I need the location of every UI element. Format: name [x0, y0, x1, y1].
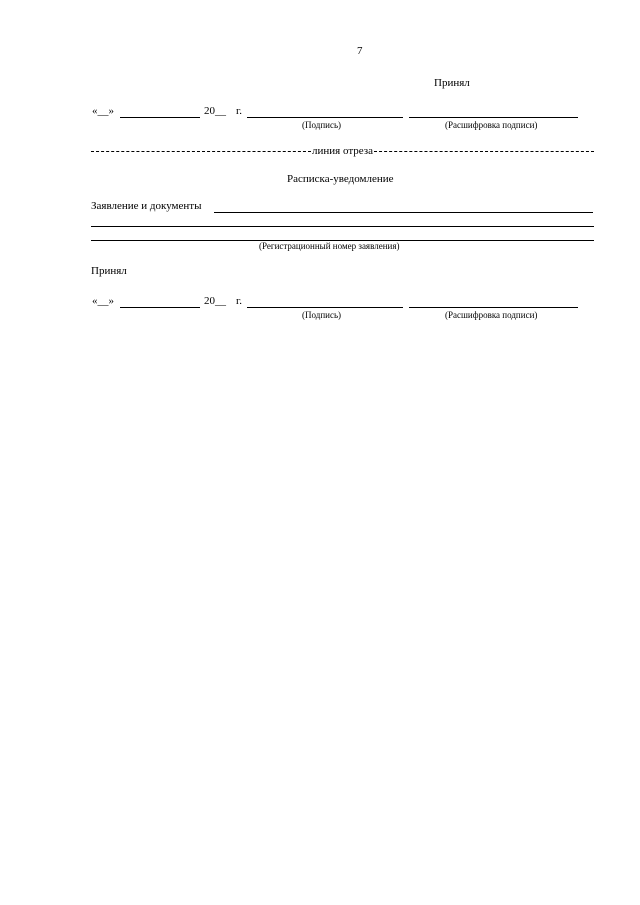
cut-line-label: линия отреза — [312, 145, 373, 157]
statement-line-2 — [91, 226, 594, 227]
accepted-label-receipt: Принял — [91, 265, 127, 277]
registration-caption: (Регистрационный номер заявления) — [259, 241, 400, 251]
date-day-field-top: «__» — [92, 105, 114, 117]
cut-line-dashes-right — [374, 151, 594, 152]
receipt-title: Расписка-уведомление — [287, 173, 394, 185]
decoding-line-top — [409, 117, 578, 118]
page-number: 7 — [357, 45, 363, 57]
decoding-caption-receipt: (Расшифровка подписи) — [445, 310, 538, 320]
decoding-line-receipt — [409, 307, 578, 308]
year-prefix-top: 20__ — [204, 105, 226, 117]
date-month-line-top — [120, 117, 200, 118]
date-day-field-receipt: «__» — [92, 295, 114, 307]
accepted-label-top: Принял — [434, 77, 470, 89]
statement-line-1 — [214, 212, 593, 213]
year-suffix-top: г. — [236, 105, 243, 117]
signature-caption-receipt: (Подпись) — [302, 310, 342, 320]
cut-line-dashes-left — [91, 151, 311, 152]
year-suffix-receipt: г. — [236, 295, 243, 307]
signature-caption-top: (Подпись) — [302, 120, 342, 130]
cut-line — [91, 146, 594, 157]
signature-line-top — [247, 117, 403, 118]
signature-line-receipt — [247, 307, 403, 308]
date-month-line-receipt — [120, 307, 200, 308]
statement-label: Заявление и документы — [91, 200, 202, 212]
year-prefix-receipt: 20__ — [204, 295, 226, 307]
decoding-caption-top: (Расшифровка подписи) — [445, 120, 538, 130]
